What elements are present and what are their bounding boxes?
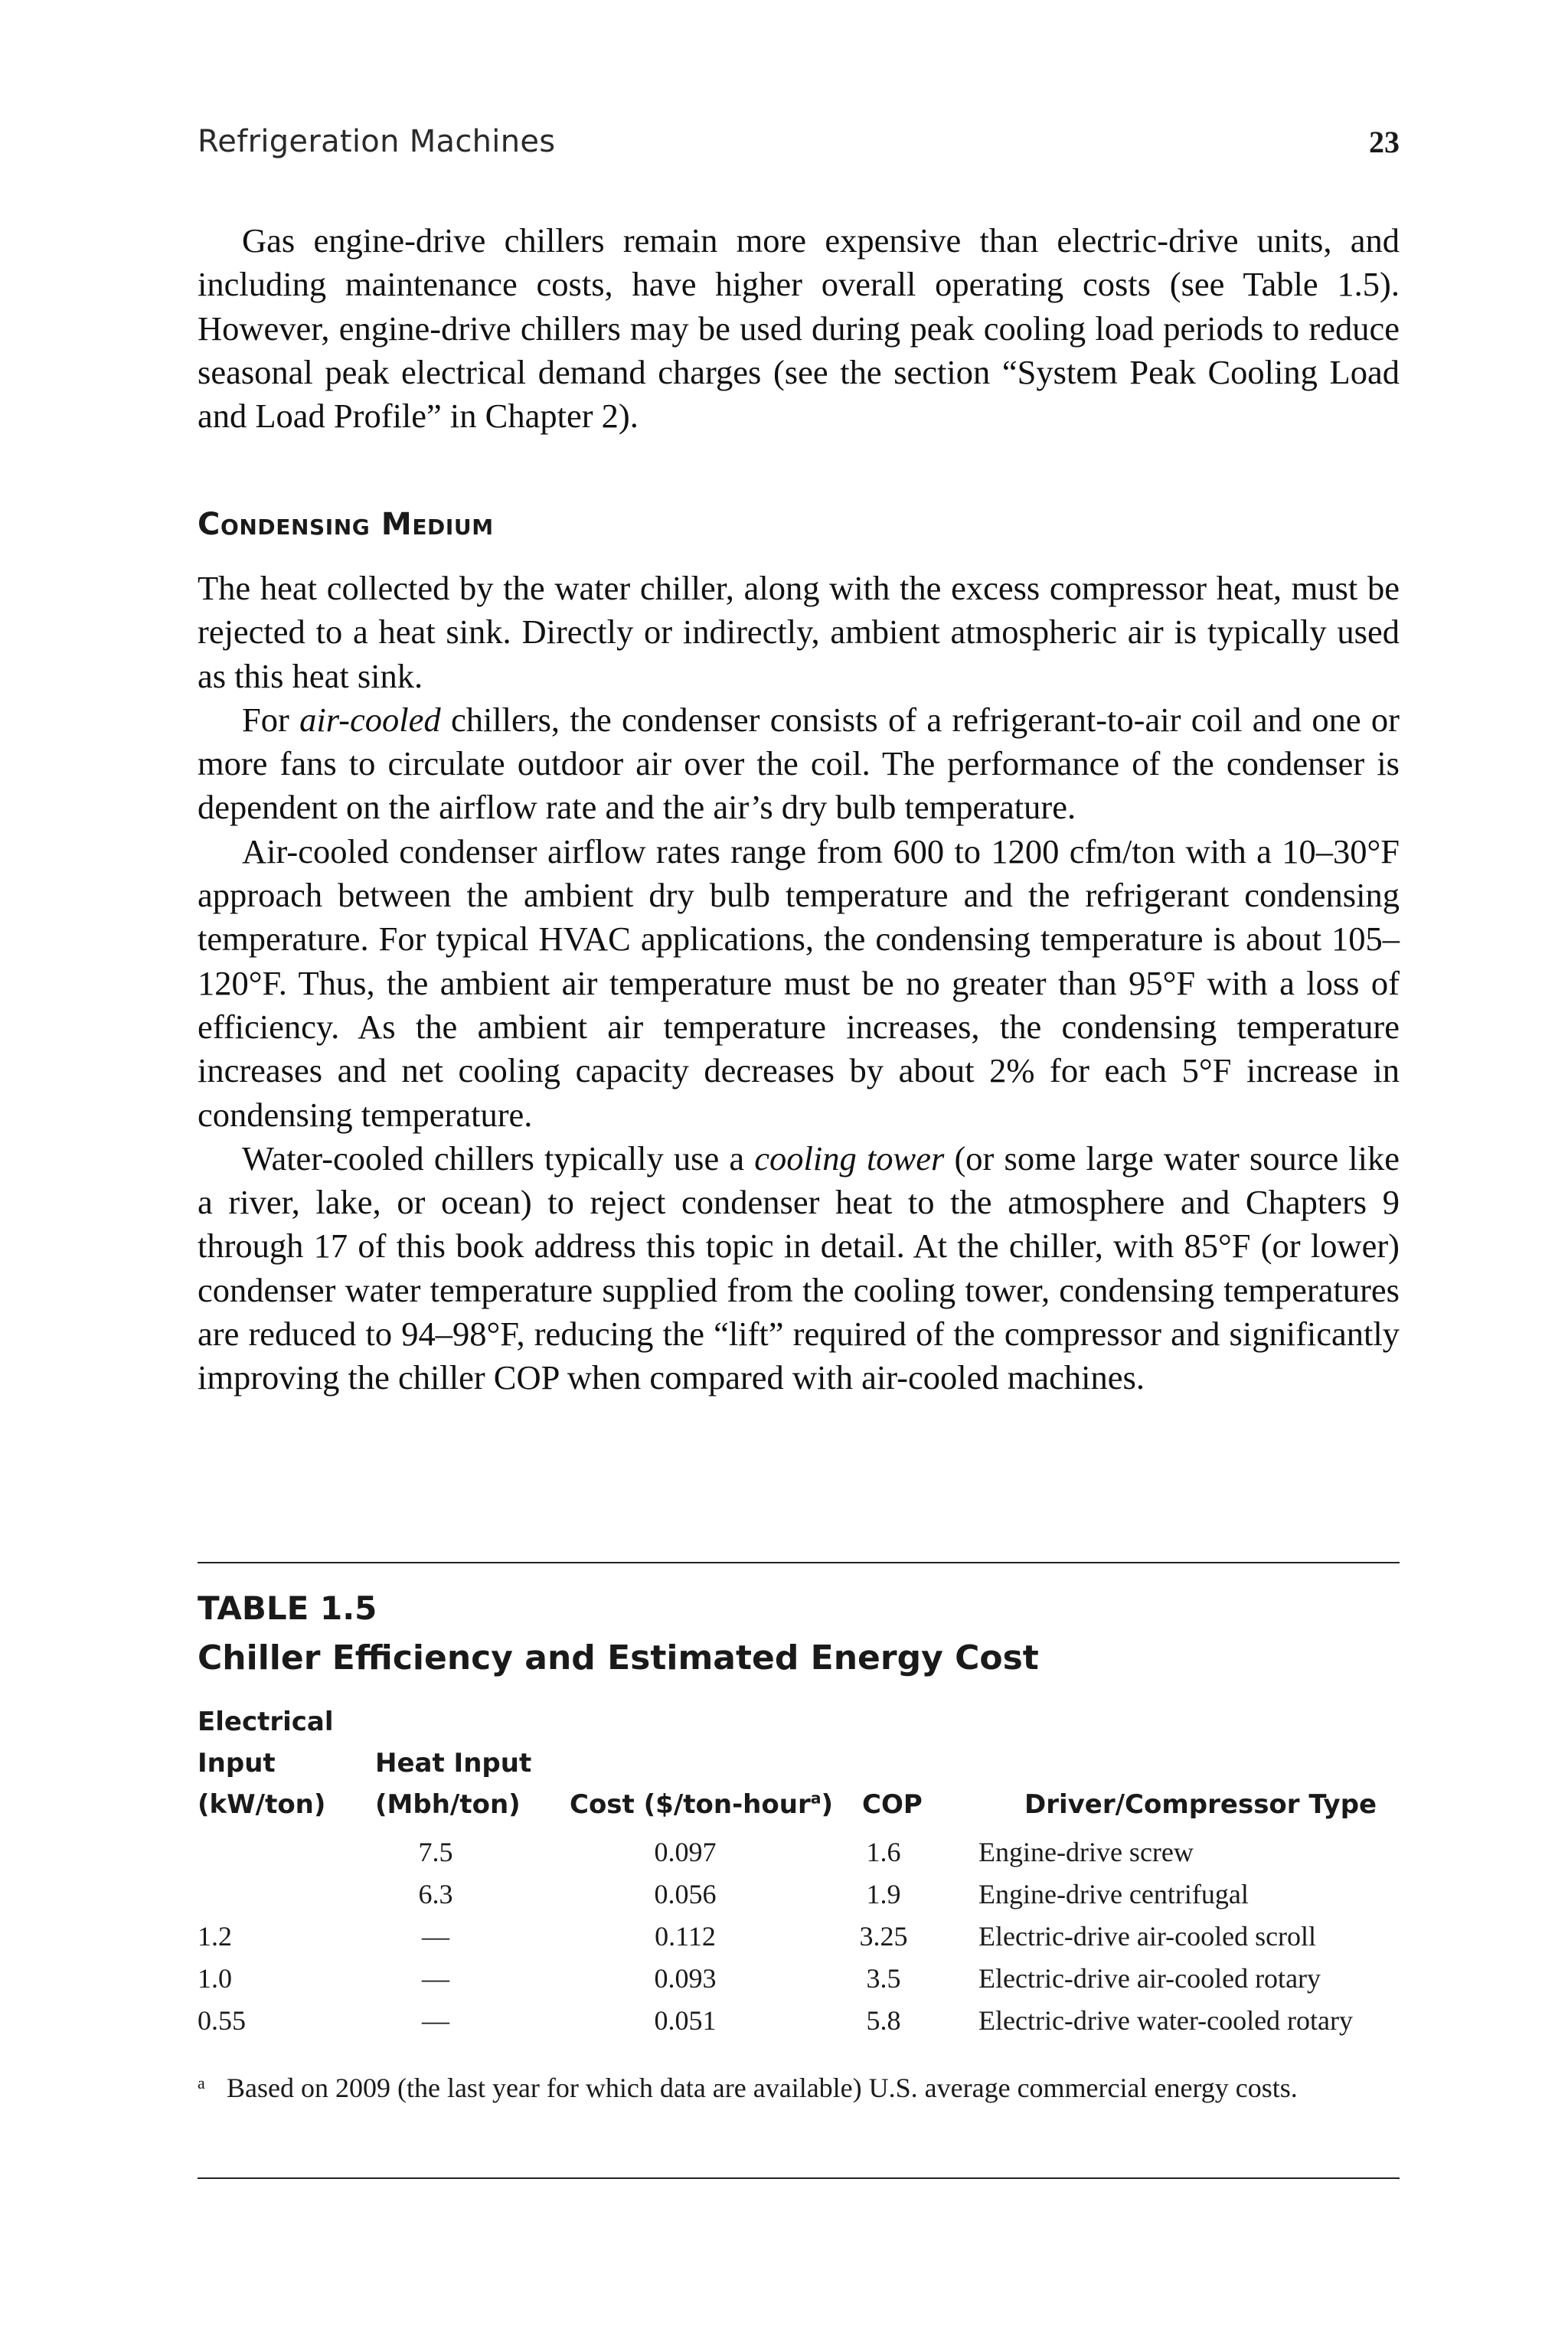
cost-header-footnote-mark: a bbox=[810, 1788, 822, 1808]
page-number: 23 bbox=[1369, 125, 1400, 159]
table-row bbox=[0, 1958, 1568, 2000]
paragraph-air-cooled-end: chillers, the condenser consists of a refrigerant-to-air coil and one or more fans to circulate outdoor air over the coil. The performance of the condenser is dependent on the airflow rate and the air’s dry bulb temperature. bbox=[198, 700, 1400, 827]
column-header-driver bbox=[1024, 1784, 1377, 1825]
cell-driver-type: Electric-drive water-cooled rotary bbox=[978, 2005, 1354, 2036]
table-bottom-rule bbox=[198, 2177, 1400, 2179]
cell-electrical-input: 1.0 bbox=[198, 1963, 232, 1994]
intro-text-block bbox=[198, 219, 1400, 438]
cell-cop: 1.9 bbox=[866, 1879, 901, 1909]
column-header-line: Input bbox=[198, 1748, 276, 1779]
cell-heat-input: 7.5 bbox=[418, 1837, 453, 1867]
cell-electrical-input: 1.2 bbox=[198, 1921, 232, 1952]
running-title: Refrigeration Machines bbox=[198, 124, 556, 159]
paragraph-water-cooled-start: Water-cooled chillers typically use a bbox=[242, 1138, 755, 1178]
column-header-line: COP bbox=[862, 1789, 923, 1820]
table-row bbox=[0, 2000, 1568, 2042]
running-head bbox=[198, 124, 1400, 167]
table-label: TABLE 1.5 bbox=[198, 1589, 377, 1627]
table-top-rule bbox=[198, 1562, 1400, 1563]
column-header-line: Driver/Compressor Type bbox=[1024, 1789, 1377, 1820]
column-header-heat-input bbox=[375, 1743, 531, 1825]
footnote-mark: a bbox=[198, 2073, 205, 2092]
cell-cop: 3.5 bbox=[866, 1963, 901, 1994]
cost-header-close: ) bbox=[821, 1789, 834, 1820]
cell-heat-input: 6.3 bbox=[418, 1879, 453, 1909]
cell-driver-type: Engine-drive centrifugal bbox=[978, 1879, 1249, 1909]
table-title: Chiller Efficiency and Estimated Energy Cost bbox=[198, 1638, 1039, 1677]
cell-cost: 0.093 bbox=[654, 1963, 717, 1994]
paragraph-water-cooled bbox=[198, 1137, 1400, 1400]
column-header-line: (kW/ton) bbox=[198, 1789, 326, 1820]
footnote-text: Based on 2009 (the last year for which data are available) U.S. average commercial energy costs. bbox=[227, 2073, 1298, 2103]
cell-cop: 5.8 bbox=[866, 2005, 901, 2036]
paragraph-airflow-rates: Air-cooled condenser airflow rates range from 600 to 1200 cfm/ton with a 10–30°F approach between the ambient dry bulb temperature and the refrigerant condensing temperature. For typical HVAC applications, the condensing temperature is about 105–120°F. Thus, the ambient air temperature must be no greater than 95°F with a loss of efficiency. As the ambient air temperature increases, the condensing temperature increases and net cooling capacity decreases by about 2% for each 5°F increase in condensing temperature. bbox=[198, 831, 1400, 1134]
column-header-line bbox=[570, 1784, 833, 1825]
cell-heat-input: — bbox=[422, 1921, 449, 1952]
section-text-block bbox=[198, 567, 1400, 1400]
paragraph-heat-sink: The heat collected by the water chiller, along with the excess compressor heat, must be rejected to a heat sink. Directly or indirectly, ambient atmospheric air is typically used as this heat sink. bbox=[198, 569, 1400, 695]
column-header-cop bbox=[862, 1784, 923, 1825]
cell-electrical-input: 0.55 bbox=[198, 2005, 246, 2036]
cell-driver-type: Engine-drive screw bbox=[978, 1837, 1194, 1867]
cell-cost: 0.051 bbox=[654, 2005, 717, 2036]
paragraph-water-cooled-emphasis: cooling tower bbox=[754, 1138, 945, 1178]
section-heading: Condensing Medium bbox=[198, 507, 494, 542]
paragraph-air-cooled-emphasis: air-cooled bbox=[299, 700, 441, 739]
intro-paragraph: Gas engine-drive chillers remain more expensive than electric-drive units, and including maintenance costs, have higher overall operating costs (see Table 1.5). However, engine-drive chillers may be used during peak cooling load periods to reduce seasonal peak electrical demand charges (see the section “System Peak Cooling Load and Load Profile” in Chapter 2). bbox=[198, 221, 1400, 436]
table-footnote bbox=[198, 2067, 1400, 2109]
cell-cost: 0.056 bbox=[654, 1879, 717, 1909]
table-row bbox=[0, 1916, 1568, 1958]
paragraph-water-cooled-end: (or some large water source like a river, lake, or ocean) to reject condenser heat to the atmosphere and Chapters 9 through 17 of this book address this topic in detail. At the chiller, with 85°F (or lower) condenser water temperature supplied from the cooling tower, condensing temperatures are reduced to 94–98°F, reducing the “lift” required of the compressor and significantly improving the chiller COP when compared with air-cooled machines. bbox=[198, 1138, 1400, 1397]
cell-cost: 0.112 bbox=[655, 1921, 716, 1952]
table-body bbox=[0, 1831, 1568, 2042]
cell-heat-input: — bbox=[422, 2005, 449, 2036]
column-header-cost bbox=[570, 1784, 833, 1825]
cell-driver-type: Electric-drive air-cooled scroll bbox=[978, 1921, 1317, 1952]
paragraph-air-cooled-start: For bbox=[242, 700, 300, 739]
column-header-electrical-input bbox=[198, 1701, 334, 1825]
cell-driver-type: Electric-drive air-cooled rotary bbox=[978, 1963, 1321, 1994]
cell-cop: 1.6 bbox=[866, 1837, 901, 1867]
table-row bbox=[0, 1873, 1568, 1916]
column-header-line: Heat Input bbox=[375, 1748, 532, 1779]
cost-header-text: Cost ($/ton-hour bbox=[570, 1789, 811, 1820]
column-header-line: (Mbh/ton) bbox=[375, 1789, 521, 1820]
cell-cost: 0.097 bbox=[654, 1837, 717, 1867]
paragraph-air-cooled bbox=[198, 698, 1400, 830]
cell-heat-input: — bbox=[422, 1963, 449, 1994]
cell-cop: 3.25 bbox=[859, 1921, 908, 1952]
table-row bbox=[0, 1831, 1568, 1873]
column-header-line: Electrical bbox=[198, 1707, 334, 1737]
